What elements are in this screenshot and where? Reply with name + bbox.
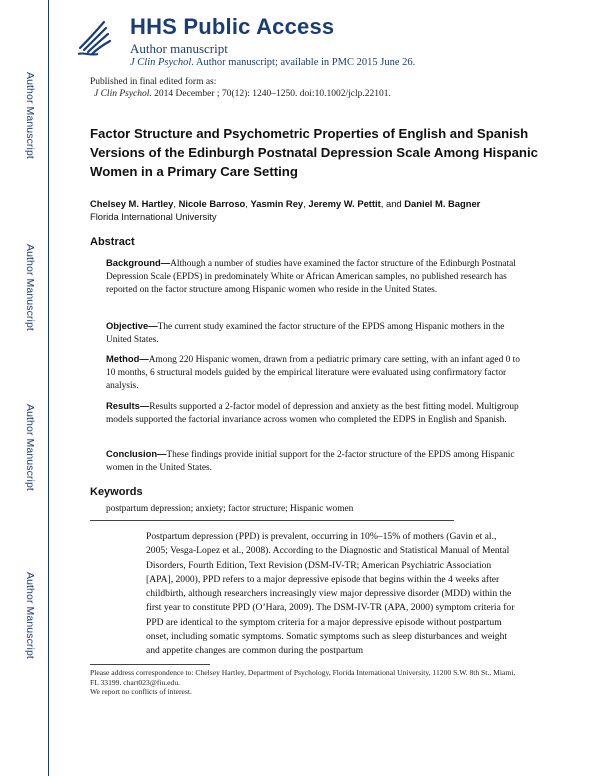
author-name: Yasmin Rey [250, 198, 304, 209]
abstract-background [106, 256, 526, 297]
published-details [94, 89, 391, 99]
citation-journal: J Clin Psychol [130, 57, 192, 68]
section-divider [90, 520, 454, 521]
body-paragraph: Postpartum depression (PPD) is prevalent, occurring in 10%–15% of mothers (Gavin et al., 2005; Vesga-Lopez et al., 2008). According to the Diagnostic and Statistical Manual of Mental Disorders, Fourth Edition, Text Revision (DSM-IV-TR; American Psychiatric Association [APA], 2000), PPD refers to a major depressive episode that begins within the 4 weeks after childbirth, although researchers increasingly view major depressive disorder (MDD) within the first year to constitute PPD (O’Hara, 2009). The DSM-IV-TR (APA, 2000) symptom criteria for PPD are identical to the symptom criteria for a major depressive episode without postpartum onset, including somatic symptoms. Somatic symptoms such as sleep disturbances and weight and appetite changes are common during the postpartum [146, 531, 515, 657]
abstract-conclusion [106, 447, 526, 475]
sidebar-label-2: Author Manuscript [24, 243, 36, 331]
pmc-citation [130, 57, 415, 68]
author-list: Chelsey M. Hartley, Nicole Barroso, Yasmin Rey, Jeremy W. Pettit, and Daniel M. Bagner [90, 198, 481, 209]
published-journal: J Clin Psychol. [94, 89, 152, 99]
footnote-divider [90, 664, 210, 665]
abstract-objective [106, 319, 526, 347]
published-label: Published in final edited form as: [90, 77, 217, 87]
abstract-section-label: Objective— [106, 320, 158, 331]
abstract-section-text: These findings provide initial support for the 2-factor structure of the EPDS among Hispanic women in the United States. [106, 450, 515, 473]
abstract-section-label: Conclusion— [106, 448, 167, 459]
abstract-section-text: Although a number of studies have examined the factor structure of the Edinburgh Postnatal Depression Scale (EPDS) in predominately White or African American samples, no published research has reported on the factor structure among Hispanic women who reside in the United States. [106, 259, 516, 295]
sidebar-label-4: Author Manuscript [24, 571, 36, 659]
affiliation: Florida International University [90, 211, 217, 222]
abstract-section-text: Among 220 Hispanic women, drawn from a pediatric primary care setting, with an infant aged 0 to 10 months, 6 structural models guided by the empirical literature were evaluated using confirmatory factor analysis. [106, 355, 520, 391]
abstract-section-label: Results— [106, 400, 150, 411]
hhs-eagle-logo-icon [74, 14, 114, 58]
abstract-results [106, 399, 526, 427]
footnote [90, 668, 520, 697]
keywords-heading: Keywords [90, 486, 143, 498]
author-name: Daniel M. Bagner [404, 198, 481, 209]
sidebar-label-1: Author Manuscript [24, 71, 36, 159]
keywords-text: postpartum depression; anxiety; factor structure; Hispanic women [106, 504, 354, 514]
abstract-section-text: Results supported a 2-factor model of depression and anxiety as the best fitting model. Multigroup models supported the factorial invariance across women who completed the EDPS in English and Spanish. [106, 402, 519, 425]
abstract-method [106, 352, 526, 393]
abstract-section-label: Background— [106, 257, 171, 268]
correspondence-note: Please address correspondence to: Chelsey Hartley, Department of Psychology, Florida International University, 11200 S.W. 8th St., Miami, FL 33199. chart023@fiu.edu. [90, 668, 516, 687]
abstract-section-label: Method— [106, 353, 149, 364]
author-name: Nicole Barroso [178, 198, 246, 209]
citation-availability: . Author manuscript; available in PMC 2015 June 26. [191, 57, 416, 68]
published-volume: 2014 December ; 70(12): 1240–1250. doi:10.1002/jclp.22101. [151, 89, 391, 99]
hhs-public-access-title: HHS Public Access [130, 14, 335, 39]
author-name: Jeremy W. Pettit [308, 198, 381, 209]
abstract-section-text: The current study examined the factor structure of the EPDS among Hispanic mothers in the United States. [106, 322, 505, 345]
sidebar-label-3: Author Manuscript [24, 403, 36, 491]
authors-and: , and [380, 198, 405, 209]
author-manuscript-subtitle: Author manuscript [130, 41, 228, 56]
article-title: Factor Structure and Psychometric Properties of English and Spanish Versions of the Edinburgh Postnatal Depression Scale Among Hispanic Women in a Primary Care Setting [90, 126, 538, 179]
sidebar-divider [48, 0, 49, 776]
conflicts-note: We report no conflicts of interest. [90, 687, 192, 697]
abstract-heading: Abstract [90, 236, 135, 248]
author-name: Chelsey M. Hartley [90, 198, 174, 209]
